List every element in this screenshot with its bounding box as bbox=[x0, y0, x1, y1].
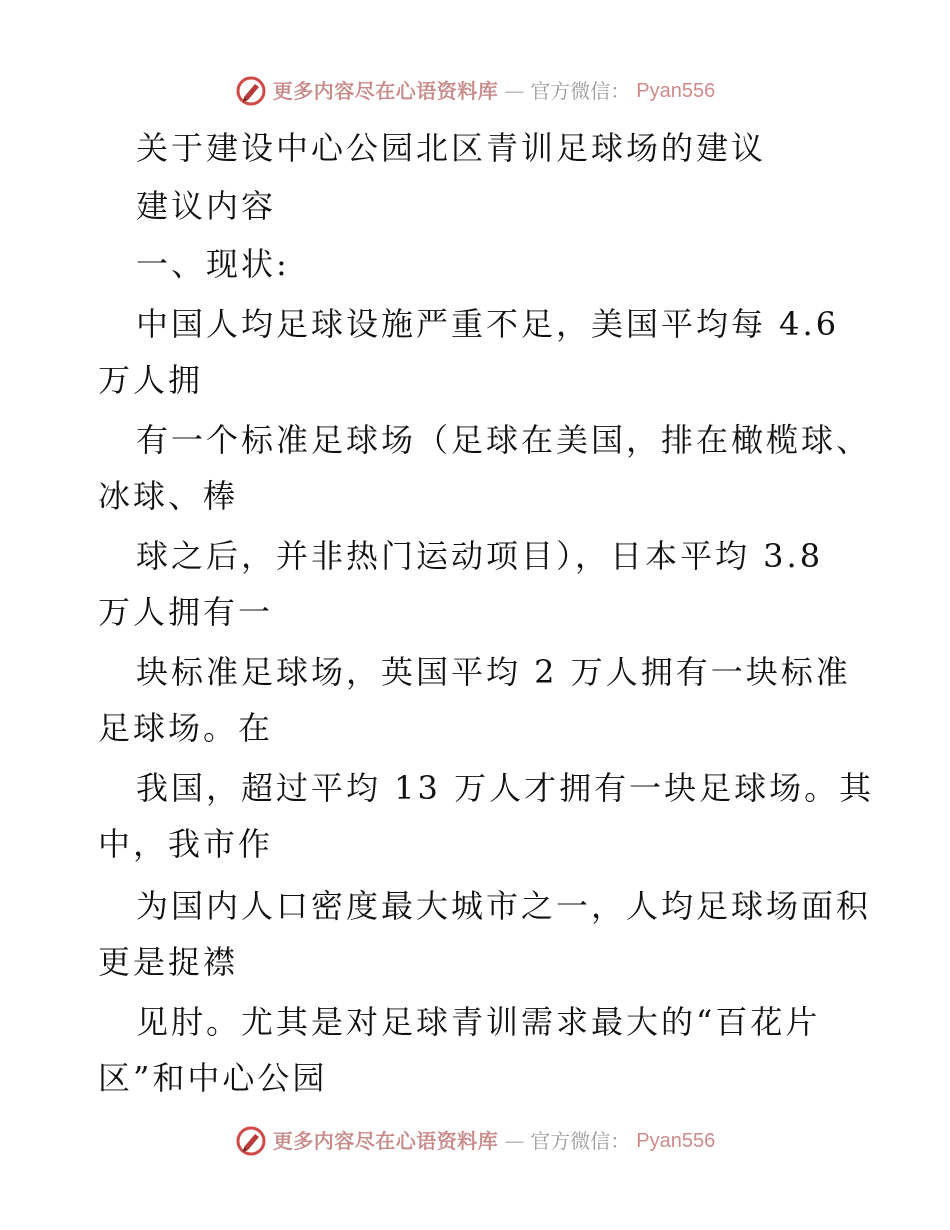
body-line: 区”和中心公园 bbox=[98, 1059, 328, 1097]
body-line: 球之后，并非热门运动项目），日本平均 3.8 bbox=[136, 537, 824, 575]
watermark-separator: — bbox=[504, 1129, 525, 1153]
body-line: 万人拥有一 bbox=[98, 593, 274, 631]
body-line: 见肘。尤其是对足球青训需求最大的“百花片 bbox=[136, 1003, 821, 1041]
body-line: 中国人均足球设施严重不足，美国平均每 4.6 bbox=[136, 305, 840, 343]
body-line: 更是捉襟 bbox=[98, 943, 239, 981]
watermark-wechat-label: 官方微信： bbox=[530, 79, 631, 103]
header-watermark bbox=[0, 75, 950, 107]
body-line: 我国，超过平均 13 万人才拥有一块足球场。其 bbox=[136, 769, 875, 807]
watermark-wechat-id: Pyan556 bbox=[636, 1130, 716, 1152]
document-title: 关于建设中心公园北区青训足球场的建议 bbox=[136, 129, 767, 167]
body-line: 为国内人口密度最大城市之一，人均足球场面积 bbox=[136, 887, 872, 925]
body-line: 万人拥 bbox=[98, 361, 204, 399]
watermark-separator: — bbox=[504, 79, 525, 103]
footer-watermark bbox=[0, 1125, 950, 1157]
document-subtitle: 建议内容 bbox=[136, 187, 277, 225]
pen-circle-logo-icon bbox=[235, 1125, 267, 1157]
body-line: 块标准足球场，英国平均 2 万人拥有一块标准 bbox=[136, 653, 851, 691]
body-line: 中，我市作 bbox=[98, 825, 274, 863]
body-line: 冰球、棒 bbox=[98, 477, 239, 515]
watermark-text: 更多内容尽在心语资料库 bbox=[272, 1129, 499, 1153]
pen-circle-logo-icon bbox=[235, 75, 267, 107]
watermark-wechat-id: Pyan556 bbox=[636, 80, 716, 102]
body-line: 足球场。在 bbox=[98, 709, 274, 747]
body-line: 有一个标准足球场（足球在美国，排在橄榄球、 bbox=[136, 421, 872, 459]
watermark-text: 更多内容尽在心语资料库 bbox=[272, 79, 499, 103]
section-heading: 一、现状: bbox=[136, 245, 290, 283]
watermark-wechat-label: 官方微信： bbox=[530, 1129, 631, 1153]
